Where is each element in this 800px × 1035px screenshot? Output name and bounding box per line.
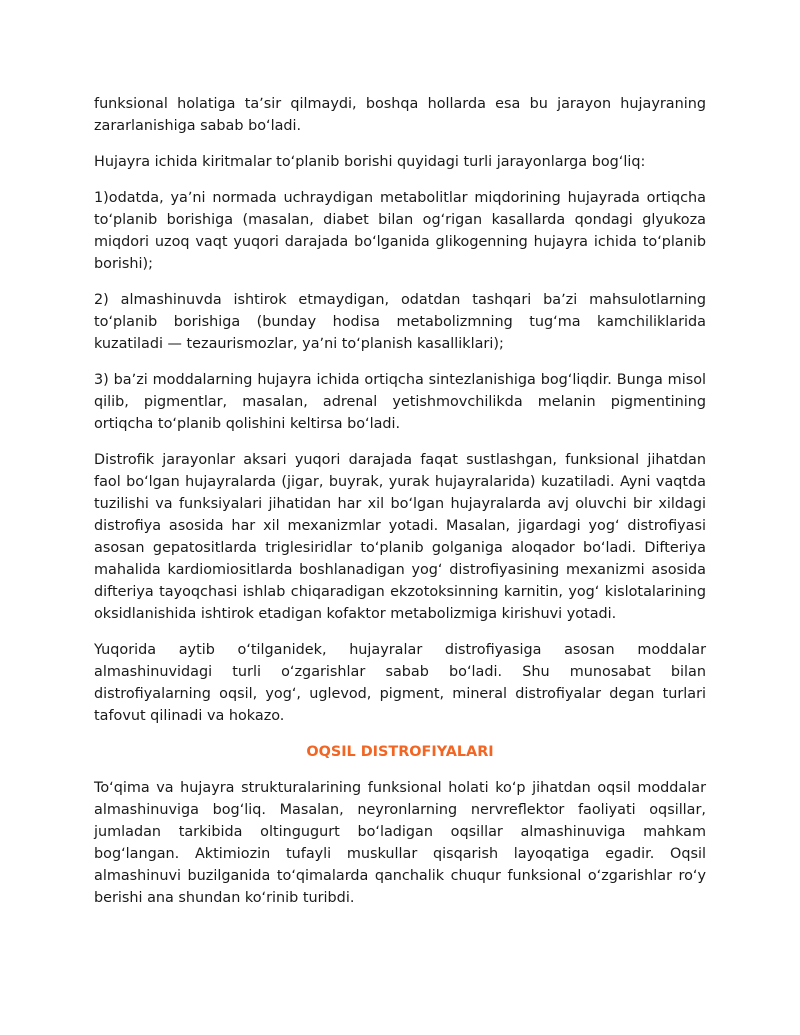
paragraph-list-item-1: 1)odatda, yaʼni normada uchraydigan metabolitlar miqdorining hujayrada ortiqcha toʻplanib borishiga (masalan, diabet bilan ogʻrigan kasallarda qondagi glyukoza miqdori uzoq vaqt yuqori darajada boʻlganida glikogenning hujayra ichida toʻplanib borishi);	[94, 190, 706, 272]
section-heading: OQSIL DISTROFIYALARI	[306, 744, 494, 760]
paragraph-list-item-2: 2) almashinuvda ishtirok etmaydigan, odatdan tashqari baʼzi mahsulotlarning toʻplanib borishiga (bunday hodisa metabolizmning tugʻma kamchiliklarida kuzatiladi — tezaurismozlar, yaʼni toʻplanish kasalliklari);	[94, 292, 706, 352]
paragraph-dystrophic-processes: Distrofik jarayonlar aksari yuqori darajada faqat sustlashgan, funksional jihatdan faol boʻlgan hujayralarda (jigar, buyrak, yurak hujayralarida) kuzatiladi. Ayni vaqtda tuzilishi va funksiyalari jihatidan har xil boʻlgan hujayralarda avj oluvchi bir xildagi distrofiya asosida har xil mexanizmlar yotadi. Masalan, jigardagi yogʻ distrofiyasi asosan gepatositlarda triglesiridlar toʻplanib golganiga aloqador boʻladi. Difteriya mahalida kardiomiositlarda boshlanadigan yogʻ distrofiyasining mexanizmi asosida difteriya tayoqchasi ishlab chiqaradigan ekzotoksinning karnitin, yogʻ kislotalarining oksidlanishida ishtirok etadigan kofaktor metabolizmiga kirishuvi yotadi.	[94, 452, 706, 622]
document-page	[94, 93, 706, 923]
paragraph-continuation: funksional holatiga taʼsir qilmaydi, boshqa hollarda esa bu jarayon hujayraning zararlanishiga sabab boʻladi.	[94, 96, 706, 134]
paragraph-list-item-3: 3) baʼzi moddalarning hujayra ichida ortiqcha sintezlanishiga bogʻliqdir. Bunga misol qilib, pigmentlar, masalan, adrenal yetishmovchilikda melanin pigmentining ortiqcha toʻplanib qolishini keltirsa boʻladi.	[94, 372, 706, 432]
paragraph-dystrophy-types: Yuqorida aytib oʻtilganidek, hujayralar distrofiyasiga asosan moddalar almashinuvidagi turli oʻzgarishlar sabab boʻladi. Shu munosabat bilan distrofiyalarning oqsil, yogʻ, uglevod, pigment, mineral distrofiyalar degan turlari tafovut qilinadi va hokazo.	[94, 642, 706, 724]
paragraph-intro-list: Hujayra ichida kiritmalar toʻplanib borishi quyidagi turli jarayonlarga bogʻliq:	[94, 154, 646, 170]
paragraph-protein-metabolism: Toʻqima va hujayra strukturalarining funksional holati koʻp jihatdan oqsil moddalar almashinuviga bogʻliq. Masalan, neyronlarning nervreflektor faoliyati oqsillar, jumladan tarkibida oltingugurt boʻladigan oqsillar almashinuviga mahkam bogʻlangan. Aktimiozin tufayli muskullar qisqarish layoqatiga egadir. Oqsil almashinuvi buzilganida toʻqimalarda qanchalik chuqur funksional oʻzgarishlar roʻy berishi ana shundan koʻrinib turibdi.	[94, 780, 706, 906]
